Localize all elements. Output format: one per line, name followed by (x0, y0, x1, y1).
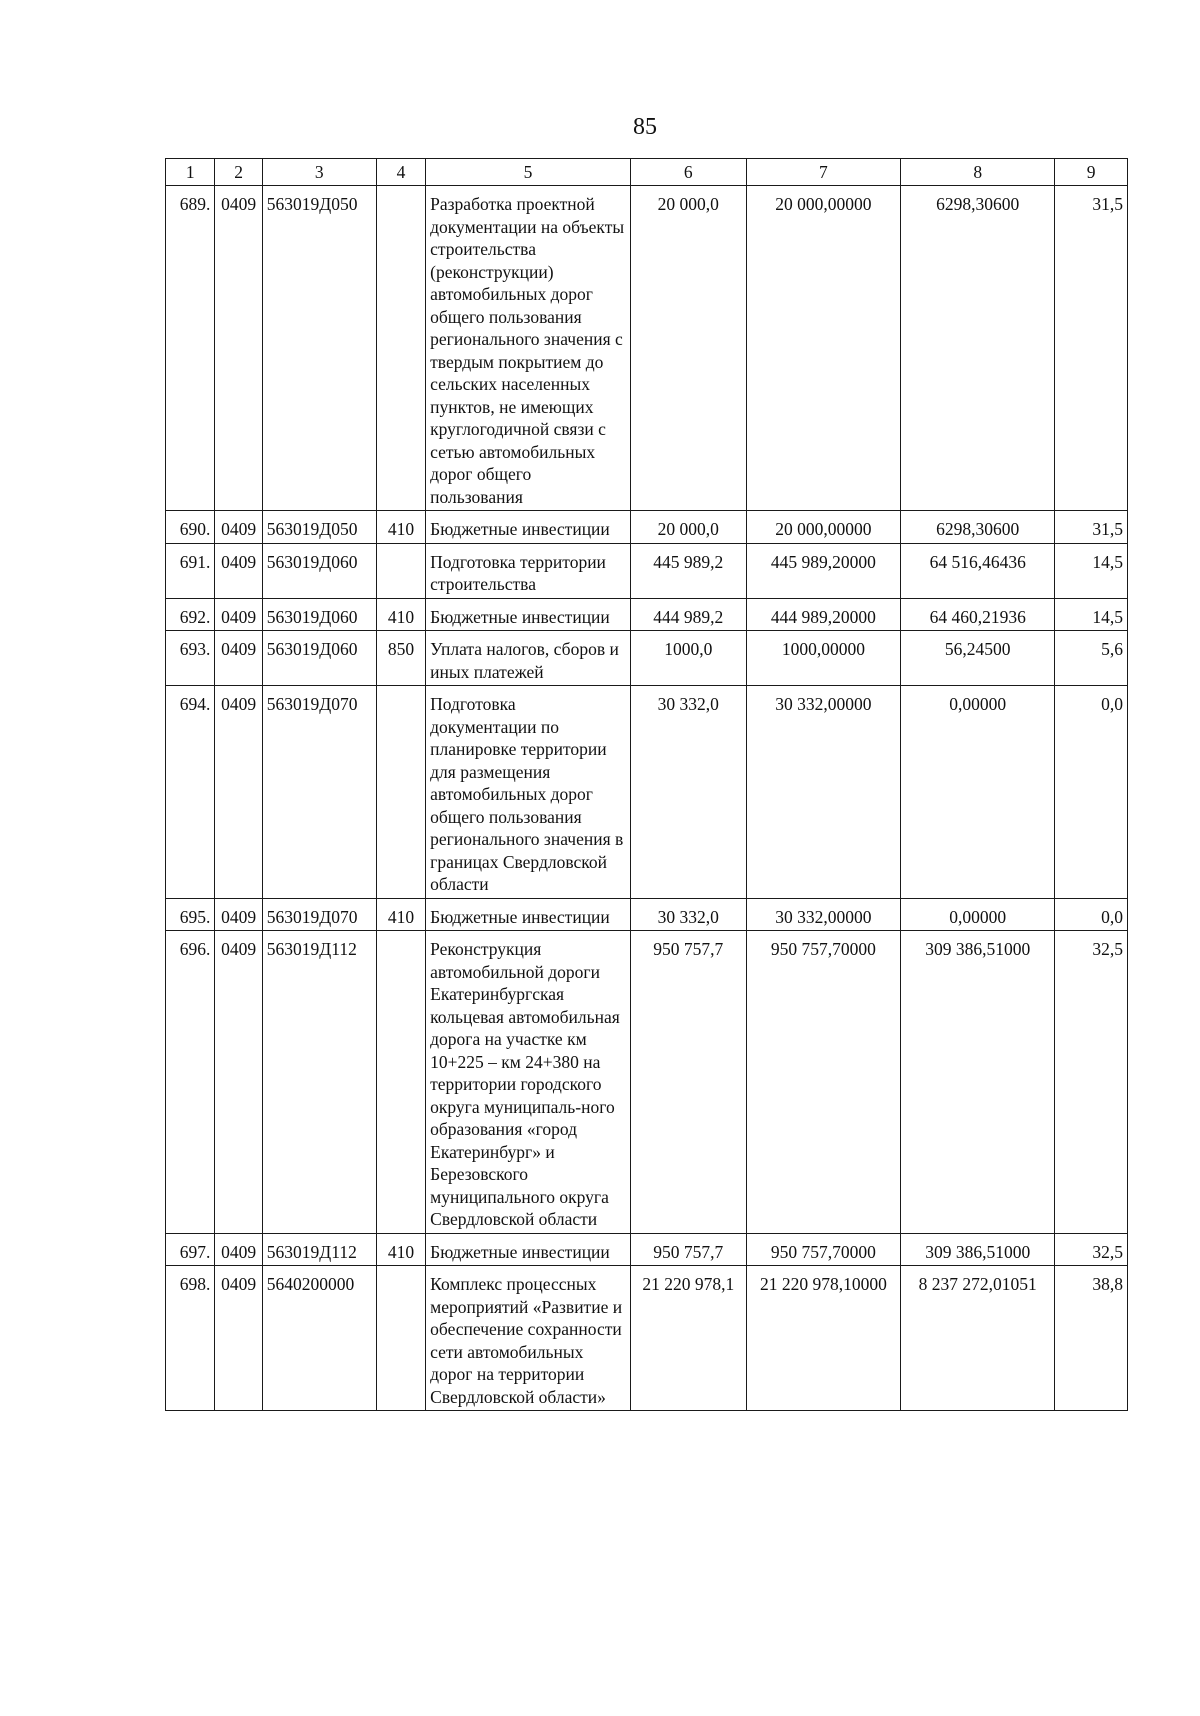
table-row (166, 511, 1128, 544)
item-name: Бюджетные инвестиции (426, 598, 631, 631)
target-article-code: 563019Д112 (262, 931, 376, 1234)
column-header: 5 (426, 159, 631, 186)
value-col-8: 64 516,46436 (901, 543, 1055, 598)
row-number: 696. (166, 931, 215, 1234)
value-col-7: 20 000,00000 (746, 511, 900, 544)
item-name: Бюджетные инвестиции (426, 898, 631, 931)
value-col-7: 30 332,00000 (746, 898, 900, 931)
value-col-7: 21 220 978,10000 (746, 1266, 900, 1411)
value-col-6: 950 757,7 (630, 1233, 746, 1266)
value-col-8: 309 386,51000 (901, 931, 1055, 1234)
expense-type-code (376, 1266, 425, 1411)
percent-col-9: 5,6 (1055, 631, 1128, 686)
percent-col-9: 31,5 (1055, 511, 1128, 544)
section-code: 0409 (215, 898, 262, 931)
value-col-6: 444 989,2 (630, 598, 746, 631)
percent-col-9: 32,5 (1055, 1233, 1128, 1266)
item-name: Бюджетные инвестиции (426, 511, 631, 544)
column-header: 4 (376, 159, 425, 186)
value-col-8: 6298,30600 (901, 186, 1055, 511)
percent-col-9: 0,0 (1055, 686, 1128, 899)
target-article-code: 563019Д060 (262, 598, 376, 631)
expense-type-code: 410 (376, 898, 425, 931)
expense-type-code (376, 186, 425, 511)
row-number: 697. (166, 1233, 215, 1266)
column-header: 3 (262, 159, 376, 186)
value-col-7: 30 332,00000 (746, 686, 900, 899)
column-header: 6 (630, 159, 746, 186)
row-number: 695. (166, 898, 215, 931)
value-col-7: 950 757,70000 (746, 1233, 900, 1266)
table-row (166, 931, 1128, 1234)
value-col-6: 21 220 978,1 (630, 1266, 746, 1411)
percent-col-9: 32,5 (1055, 931, 1128, 1234)
column-header: 1 (166, 159, 215, 186)
table-row (166, 543, 1128, 598)
value-col-6: 445 989,2 (630, 543, 746, 598)
item-name: Подготовка территории строительства (426, 543, 631, 598)
table-header-row (166, 159, 1128, 186)
column-header: 7 (746, 159, 900, 186)
table-row (166, 186, 1128, 511)
value-col-7: 444 989,20000 (746, 598, 900, 631)
value-col-8: 8 237 272,01051 (901, 1266, 1055, 1411)
item-name: Реконструкция автомобильной дороги Екатеринбургская кольцевая автомобильная дорога на участке км 10+225 – км 24+380 на территории городского округа муниципаль-ного образования «город Екатеринбург» и Березовского муниципального округа Свердловской области (426, 931, 631, 1234)
item-name: Бюджетные инвестиции (426, 1233, 631, 1266)
target-article-code: 563019Д070 (262, 686, 376, 899)
expense-type-code: 410 (376, 598, 425, 631)
percent-col-9: 14,5 (1055, 598, 1128, 631)
percent-col-9: 0,0 (1055, 898, 1128, 931)
table-row (166, 686, 1128, 899)
value-col-8: 309 386,51000 (901, 1233, 1055, 1266)
row-number: 689. (166, 186, 215, 511)
expense-type-code (376, 686, 425, 899)
value-col-6: 1000,0 (630, 631, 746, 686)
expense-type-code: 410 (376, 511, 425, 544)
page-number: 85 (633, 114, 657, 140)
item-name: Комплекс процессных мероприятий «Развитие и обеспечение сохранности сети автомобильных дорог на территории Свердловской области» (426, 1266, 631, 1411)
column-header: 8 (901, 159, 1055, 186)
section-code: 0409 (215, 186, 262, 511)
section-code: 0409 (215, 631, 262, 686)
value-col-7: 20 000,00000 (746, 186, 900, 511)
table-row (166, 598, 1128, 631)
expense-type-code (376, 931, 425, 1234)
value-col-8: 64 460,21936 (901, 598, 1055, 631)
table-row (166, 631, 1128, 686)
item-name: Разработка проектной документации на объекты строительства (реконструкции) автомобильных дорог общего пользования регионального значения с твердым покрытием до сельских населенных пунктов, не имеющих круглогодичной связи с сетью автомобильных дорог общего пользования (426, 186, 631, 511)
target-article-code: 563019Д112 (262, 1233, 376, 1266)
percent-col-9: 14,5 (1055, 543, 1128, 598)
row-number: 693. (166, 631, 215, 686)
value-col-6: 30 332,0 (630, 686, 746, 899)
table-row (166, 1266, 1128, 1411)
row-number: 698. (166, 1266, 215, 1411)
target-article-code: 563019Д060 (262, 543, 376, 598)
row-number: 690. (166, 511, 215, 544)
section-code: 0409 (215, 686, 262, 899)
section-code: 0409 (215, 931, 262, 1234)
table-row (166, 1233, 1128, 1266)
value-col-6: 20 000,0 (630, 186, 746, 511)
section-code: 0409 (215, 598, 262, 631)
expense-type-code: 850 (376, 631, 425, 686)
section-code: 0409 (215, 511, 262, 544)
expense-type-code (376, 543, 425, 598)
value-col-8: 56,24500 (901, 631, 1055, 686)
value-col-8: 0,00000 (901, 898, 1055, 931)
column-header: 2 (215, 159, 262, 186)
value-col-8: 6298,30600 (901, 511, 1055, 544)
row-number: 692. (166, 598, 215, 631)
value-col-7: 950 757,70000 (746, 931, 900, 1234)
value-col-8: 0,00000 (901, 686, 1055, 899)
target-article-code: 563019Д070 (262, 898, 376, 931)
table-row (166, 898, 1128, 931)
row-number: 694. (166, 686, 215, 899)
target-article-code: 5640200000 (262, 1266, 376, 1411)
section-code: 0409 (215, 1266, 262, 1411)
section-code: 0409 (215, 1233, 262, 1266)
target-article-code: 563019Д050 (262, 511, 376, 544)
expense-type-code: 410 (376, 1233, 425, 1266)
percent-col-9: 31,5 (1055, 186, 1128, 511)
percent-col-9: 38,8 (1055, 1266, 1128, 1411)
target-article-code: 563019Д050 (262, 186, 376, 511)
row-number: 691. (166, 543, 215, 598)
value-col-6: 30 332,0 (630, 898, 746, 931)
item-name: Уплата налогов, сборов и иных платежей (426, 631, 631, 686)
budget-table (165, 158, 1128, 1411)
item-name: Подготовка документации по планировке территории для размещения автомобильных дорог общего пользования регионального значения в границах Свердловской области (426, 686, 631, 899)
value-col-7: 1000,00000 (746, 631, 900, 686)
column-header: 9 (1055, 159, 1128, 186)
value-col-6: 950 757,7 (630, 931, 746, 1234)
value-col-6: 20 000,0 (630, 511, 746, 544)
target-article-code: 563019Д060 (262, 631, 376, 686)
value-col-7: 445 989,20000 (746, 543, 900, 598)
section-code: 0409 (215, 543, 262, 598)
